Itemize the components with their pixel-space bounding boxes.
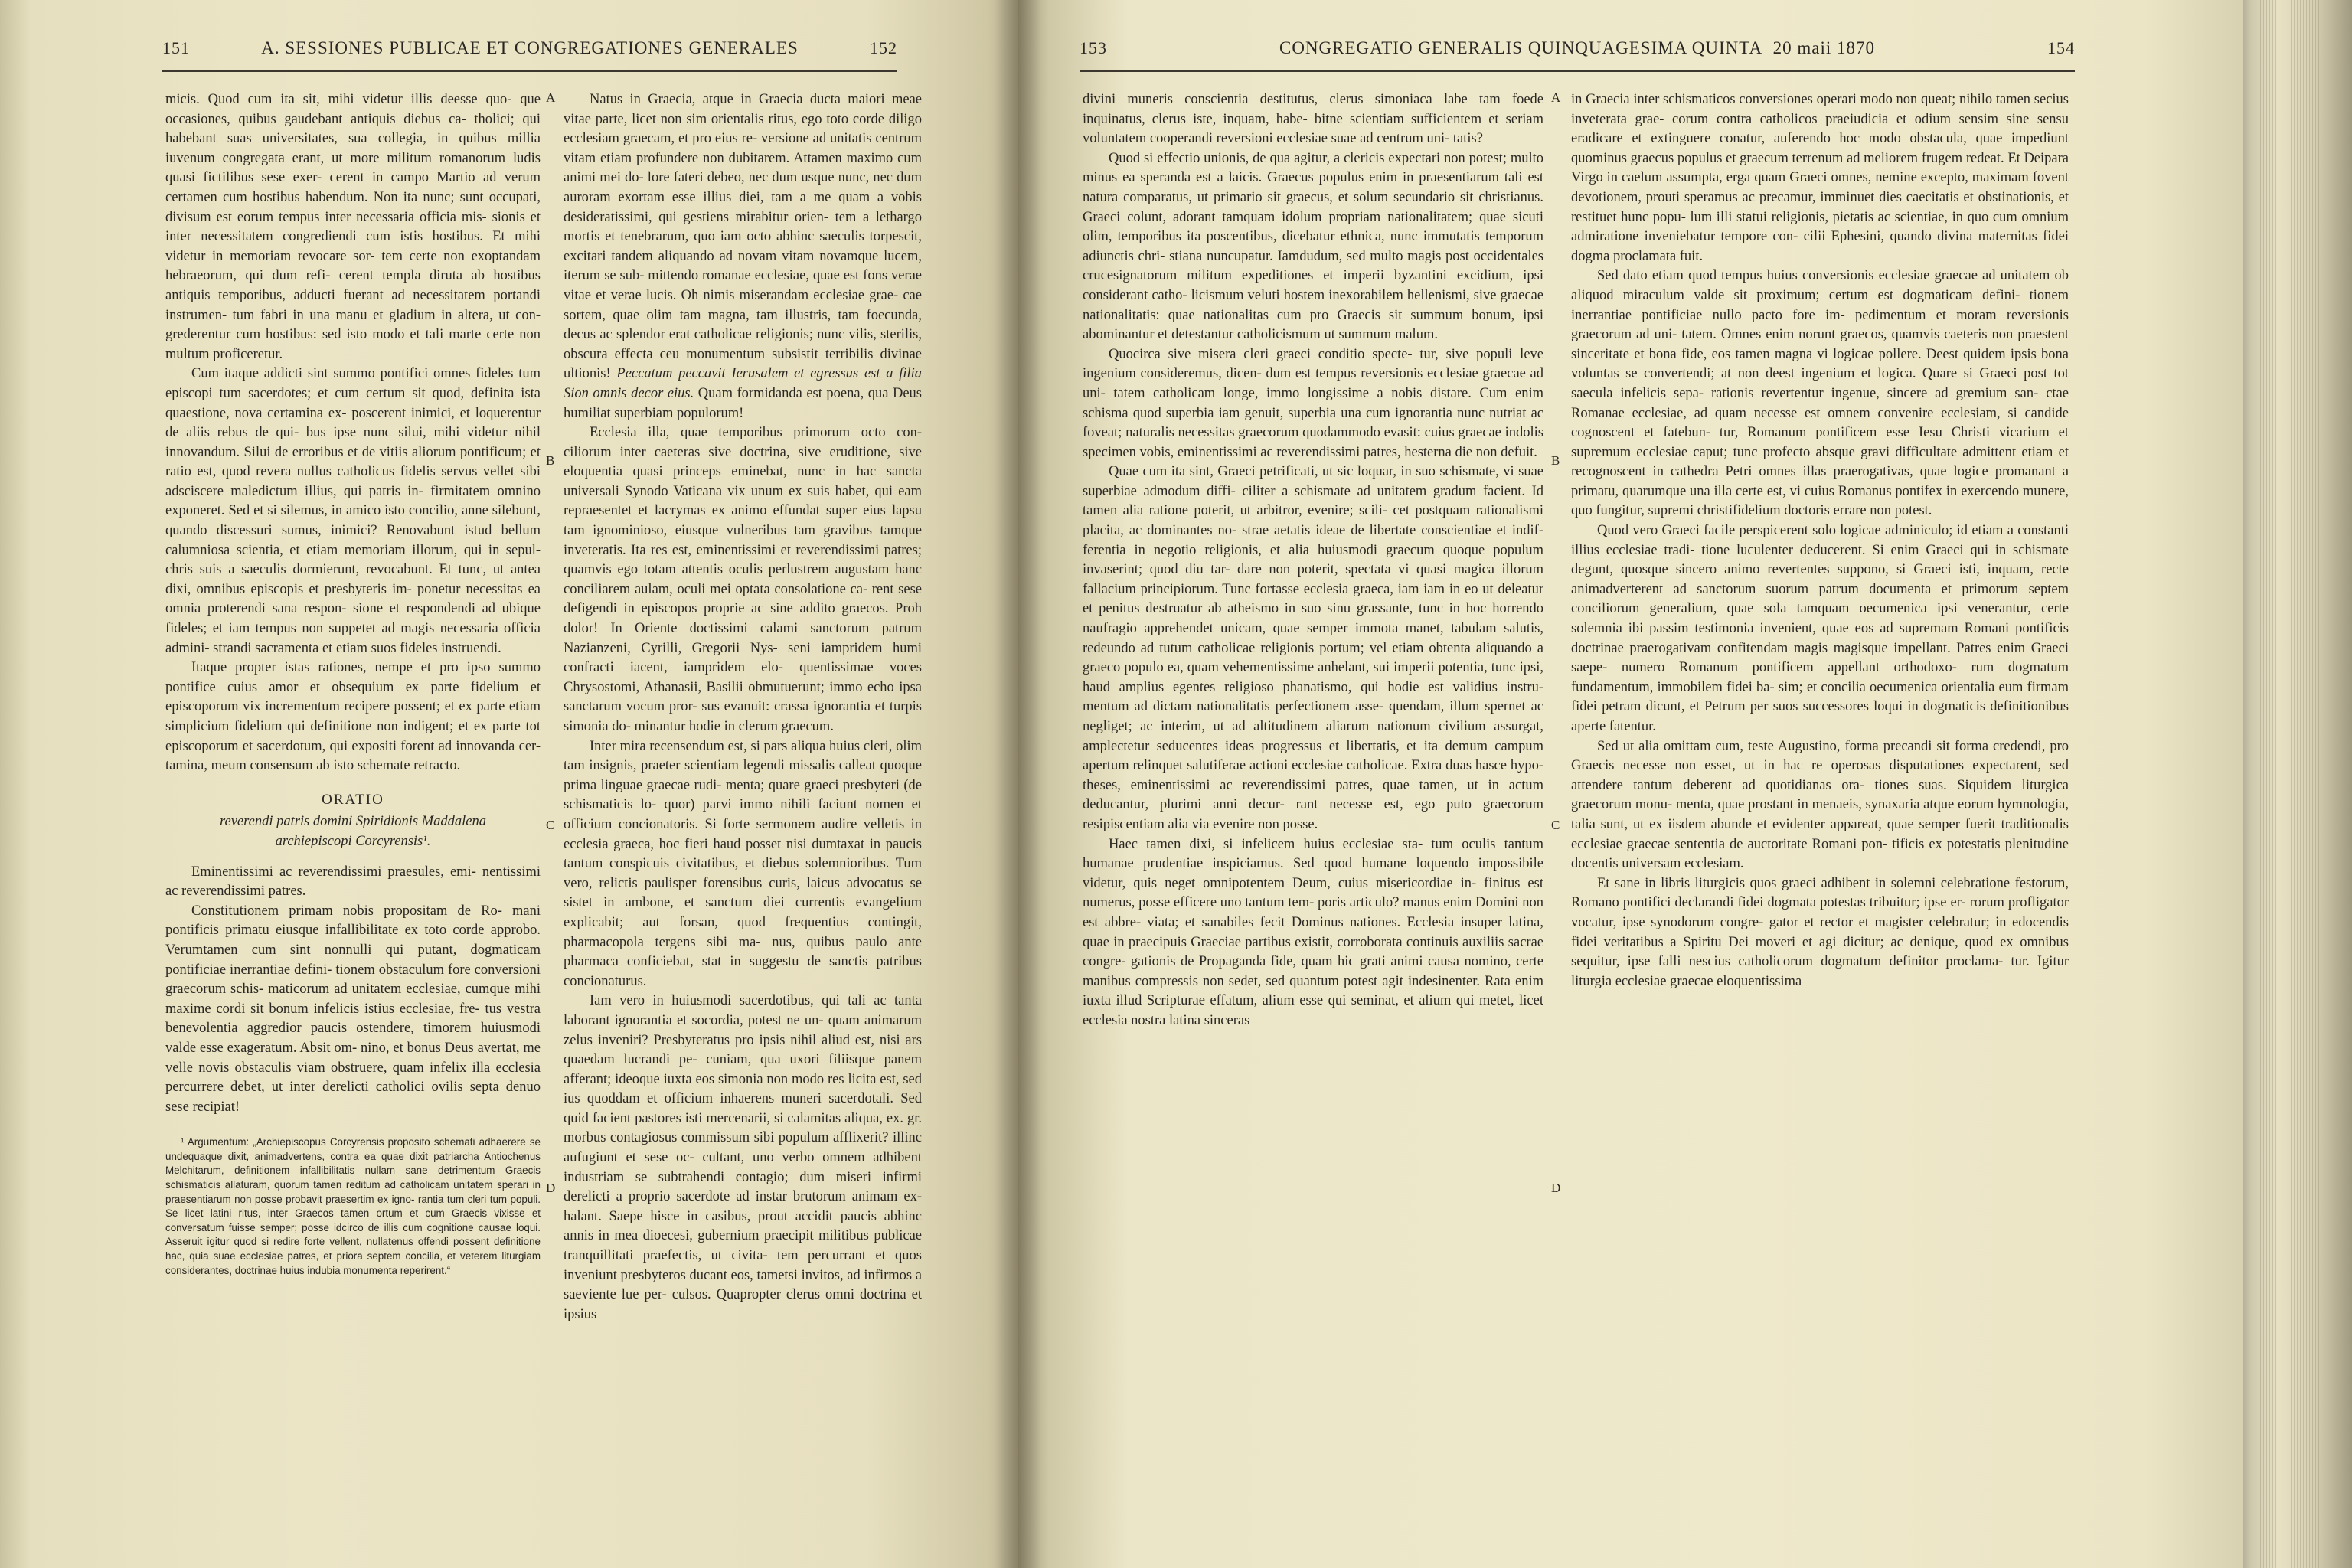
paragraph: [564, 90, 922, 423]
paragraph: Haec tamen dixi, si infelicem huius ecclesiae sta- tum oculis tantum humanae prudentiae inspiciamus. Sed quod humane loquendo impossibile videtur, quis neget omnipotentem Deum, cuius misericordiae in- finitus est numerus, posse efficere uno tantum tem- poris articulo? manus enim Domini non est abbre- viata; et sanabiles fecit Dominus nationes. Ecclesia insuper latina, quae in praecipuis Graeciae partibus existit, corroborata continuis auxiliis sacrae congre- gationis de Propaganda fide, quam hic grati animi causa nomino, certe manibus compressis non sedet, sed quantum potest agit indesinenter. Rata enim iuxta illud Scripturae effatum, alium esse qui seminat, et alium qui metet, licet ecclesia nostra latina sinceras: [1083, 836, 1544, 1028]
margin-marker-d: D: [546, 1181, 556, 1195]
paragraph: Quod si effectio unionis, de qua agitur, a clericis expectari non potest; multo minus ea speranda est a laicis. Graecus populus enim in praesentiarum tali est natura comparatus, ut primario sit graecus, et solum secundario sit christianus. Graeci colunt, adorant tamquam idolum propriam nationalitatem; quae sicuti olim, temporibus ita poscentibus, dicebatur ethnica, nunc immutatis temporum adiunctis chri- stiana nuncupatur. Iamdudum, sed multo magis post occidentales crucesignatorum militum expeditiones et imperii byzantini excidium, ipsi considerant catho- licismum veluti hostem inexorabilem hellenismi, sive graecae nationalitatis: quae nationalitas cum pro Graecis sit summum bonum, ipsi abominantur et detestantur catholicismum ut summum malum.: [1083, 150, 1544, 343]
oratio-author-title: archiepiscopi Corcyrensis¹.: [275, 833, 431, 849]
paragraph: micis. Quod cum ita sit, mihi videtur illis deesse quo- que occasiones, quibus gaudebant antiquis diebus ca- tholici; qui habebant suas universitates, sua collegia, in quibus millia iuvenum congregata erant, ut more militum romanorum ludis quasi fictilibus sese exer- cerent in campo Martio ad verum certamen cum hostibus habendum. Non ita nunc; sunt occupati, divisum est eorum tempus inter necessaria officia mis- sionis et inter necessitatem congrediendi cum istis hostibus. Et mihi videtur in memoriam revocare sor- tem certe non exoptandam hebraeorum, qui dum refi- cerent templa diruta ab hostibus antiquis temporibus, adducti fuerant ad necessitatem portandi instrumen- tum fabri in una manu et gladium in altera, ut con- grederentur cum hostibus: sed isto modo et tali marte certe non multum proficeretur.: [165, 92, 541, 362]
paragraph: Sed ut alia omittam cum, teste Augustino, forma precandi sit forma credendi, pro Graecis necesse non esset, ut in hac re operosas disputationes expectarent, sed attendere tantum deberent ad quotidianas ora- tiones suas. Siquidem liturgica graecorum monu- menta, quae prostant in menaeis, synaxaria atque eorum hymnologia, talia sunt, ut ex iisdem abunde et evidenter appareat, quae semper fuerit traditionalis ecclesiae graecae sententia de auctoritate Romani pon- tificis ex potestatis plenitudine docentis universam ecclesiam.: [1571, 738, 2069, 872]
left-page: [0, 0, 1018, 1568]
paragraph: Cum itaque addicti sint summo pontifici omnes fideles tum episcopi tum sacerdotes; et cum certum sit quod, definita ista quaestione, nova certamina ex- poscerent inimici, et loquerentur de aliis rebus de qui- bus ipse nunc silui, mihi videtur nihil innovandum. Silui de erroribus et de vitiis aliorum pontificum; et ratio est, quod revera nullus catholicus fidelis servus vellet sibi adsciscere maledictum illius, qui patris in- firmitatem omnino exponeret. Sed et si silemus, in amico isto concilio, anne silebunt, quando discessuri sumus, inimici? Renovabunt istud bellum calumniosa scientia, et etiam memoriam illorum, qui in sepul- chris suis a saeculis dormierunt, revocabunt. Et tunc, ut antea dixi, omnibus episcopis et presbyteris im- ponetur necessitas ea omnia proterendi sana respon- sione et respondendi ad ubique fideles; et iam tempus non suppetet ad magis necessaria officia admini- strandi sacramenta et etiam suos fideles instruendi.: [165, 366, 541, 656]
paragraph-text: Natus in Graecia, atque in Graecia ducta maiori meae vitae parte, licet non sim orientalis ritus, ego toto corde diligo ecclesiam graecam, et pro eius re- versione ad unitatis centrum vitam etiam profundere non dubitarem. Attamen maximo cum animi mei do- lore fateri debeo, nec dum usque nunc, nec dum auroram exortam esse illius diei, tam a me quam a vobis desideratissimi, qui gestiens mirabitur orien- tem a lethargo mortis et tenebrarum, quo iam octo abhinc saeculis torpescit, excitari tandem aliquando ad novam vitam novamque lucem, iterum se sub- mittendo romanae ecclesiae, quae est fons verae vitae et verae lucis. Oh nimis miserandam ecclesiae grae- cae sortem, quae olim tam magna, tam illustris, tam foecunda, decus ac splendor erat catholicae religionis; nunc vilis, sterilis, obscura effecta ceu monumentum subsistit terribilis divinae ultionis!: [564, 92, 922, 382]
paragraph: Eminentissimi ac reverendissimi praesules, emi- nentissimi ac reverendissimi patres.: [165, 864, 541, 900]
left-running-header: [162, 29, 897, 67]
paragraph: in Graecia inter schismaticos conversiones operari modo non queat; nihilo tamen secius inveterata grae- corum contra catholicos praeiudicia et odium sensim sine sensu eradicare et extinguere conatur, auferendo hoc modo obstacula, quae impediunt quominus graecus populus et graecum terrenum ad meliorem frugem redeat. Et Deipara Virgo in caelum assumpta, erga quam Graeci omnes, nemine excepto, maximam fovent devotionem, prouti speramus ac precamur, imminuet dies caecitatis et obstinationis, et restituet hunc popu- lum illi statui religionis, pietatis ac scientiae, in quo cum omnium admiratione inveniebatur tempore con- cilii Ephesini, quando divina maternitas fidei dogma proclamata fuit.: [1571, 92, 2069, 264]
right-column-1: [1083, 90, 1544, 1031]
paragraph: Iam vero in huiusmodi sacerdotibus, qui tali ac tanta laborant ignorantia et socordia, potest ne un- quam animarum zelus inveniri? Presbyteratus pro ipsis nihil aliud est, nisi ars quaedam lucrandi pe- cuniam, qua uxori filiisque panem afferant; ideoque iuxta eos simonia non modo res licita est, sed ius quoddam et officium inhaerens muneri sacerdotali. Sed quid facient pastores isti mercenarii, si calamitas aliqua, ex. gr. morbus contagiosus commissum sibi populum afflixerit? illinc aufugiunt et sese oc- cultant, uno verbo omnem adhibent industriam se subtrahendi contagio; dum miseri infirmi derelicti a proprio sacerdote ad instar brutorum animam ex- halant. Saepe hisce in casibus, prout accidit paucis abhinc annis in mea dioecesi, gubernium praecipit militibus publicae tranquillitati praefectis, ut civita- tem percurrant et quos inveniunt presbyteros ducant eos, tametsi invitos, ad infirmos a saeviente lue per- culsos. Quapropter clerus omni doctrina et ipsius: [564, 993, 922, 1322]
footnote-text: ¹ Argumentum: „Archiepiscopus Corcyrensis proposito schemati adhaerere se undequaque dixit, animadvertens, contra ea quae dixit patriarcha Antiochenus Melchitarum, definitionem infallibilitatis nullam sane detrimentum Graecis schismaticis allaturam, quorum tamen reditum ad catholicam unitatem sperari in praesentiarum non posse probavit praesertim ex igno- rantia tum cleri tum populi. Se licet latini ritus, inter Graecos tamen ortum et cum Graecis vixisse et conversatum fuisse semper; posse idcirco de illis cum cognitione causae loqui. Asseruit igitur quod si redire forte vellent, nullatenus offendi possent definitione hac, quia suae ecclesiae patres, et priora septem concilia, et veterem liturgiam considerantes, doctrinae huius indubia monumenta reperirent.“: [165, 1136, 541, 1276]
running-head-title: CONGREGATIO GENERALIS QUINQUAGESIMA QUINTA: [1279, 38, 1763, 57]
running-head-date: 20 maii 1870: [1772, 38, 1875, 57]
paragraph-text: Quam formidanda est poena, qua Deus humiliat superbiam populorum!: [564, 385, 922, 421]
right-running-header: [1080, 29, 2075, 67]
right-column-2: [1571, 90, 2069, 991]
scripture-quote: Peccatum peccavit Ierusalem et egressus est a filia Sion omnis decor eius.: [564, 366, 923, 401]
margin-marker-c: C: [546, 818, 555, 832]
left-column-2: [564, 90, 922, 1325]
right-page: [1018, 0, 2243, 1568]
oratio-heading: ORATIO: [322, 791, 384, 808]
footnote: [165, 1135, 541, 1278]
page-number-154: 154: [2047, 38, 2075, 57]
margin-marker-d: D: [1551, 1181, 1561, 1195]
page-number-151: 151: [162, 38, 190, 57]
paragraph: Constitutionem primam nobis propositam de Ro- mani pontificis primatu eiusque infallibilitate ex toto corde approbo. Verumtamen cum sint nonnulli qui putant, dogmaticam pontificiae inerrantiae defini- tionem obstaculum fore conversioni graecorum schis- maticorum ad unitatem ecclesiae, cumque mihi maxime cordi sit bonum infelicis istius ecclesiae, fre- tus vestra benevolentia aggredior paucis ostendere, timorem huiusmodi valde esse exageratum. Absit om- nino, et bonus Deus avertat, me velle novis obstaculis viam obstruere, quam infelix illa ecclesia percurrere debet, ut inter derelicti catholici ovilis septa denuo sese recipiat!: [165, 903, 541, 1115]
header-rule: [1080, 70, 2075, 72]
book-gutter: [995, 0, 1041, 1568]
paragraph: Quod vero Graeci facile perspicerent solo logicae adminiculo; id etiam a constanti illius ecclesiae tradi- tione luculenter deducerent. Si enim Graeci qui in schismate degunt, quosque sincero animo revertentes suppono, si Graeci isti, inquam, recte animadverterent ad sanctorum suorum patrum documenta et primorum septem conciliorum generalium, quae sola tamquam oecumenica ipsi venerantur, certe solemnia ibi passim testimonia invenient, quae eos ad supremam Romani pontificis doctrinae praerogativam confitendam magis magisque impellant. Patres enim Graeci saepe- numero Romanum pontificem appellant orthodoxo- rum dogmatum fundamentum, immobilem fidei ba- sim; et concilia oecumenica orientalia eum firmam fidei petram dicunt, et Petrum per suos successores loqui in dogmaticis definitionibus aperte fatentur.: [1571, 523, 2069, 734]
paragraph: Et sane in libris liturgicis quos graeci adhibent in solemni celebratione festorum, Romano pontifici declarandi fidei dogmata potestas tribuitur; ipse er- rorum profligator vocatur, ipse synodorum congre- gator et rector et magister celebratur; in edocendis fidei veritatibus a Spiritu Dei moveri et agi dicitur; ac denique, quod ex omnibus sequitur, ipse falli nescius catholicorum dogmatum definitor proclama- tur. Igitur liturgia ecclesiae graecae eloquentissima: [1571, 875, 2069, 989]
margin-marker-c: C: [1551, 818, 1560, 832]
paragraph: Sed dato etiam quod tempus huius conversionis ecclesiae graecae ad unitatem ob aliquod miraculum valde sit proximum; certum est dogmaticam defini- tionem inerrantiae pontificiae nullo pacto fore im- pedimentum et moram reversionis graecorum ad uni- tatem. Omnes enim norunt graecos, quamvis caeteris non praestent sinceritate et bona fide, eos tamen magna vi logicae pollere. Deest quidem ipsis bona voluntas se convertendi; at non deest ingenium et logica. Quare si Graeci post tot saecula infelicis sepa- rationis revertentur ingenue, sincere ad gremium san- ctae Romanae ecclesiae, ad quam necesse est omnem convenire ecclesiam, si candide cognoscent et fatebun- tur, Romanum pontificem esse Iesu Christi vicarium et supremum ecclesiae caput; tunc profecto absque gravi difficultate admittent etiam et recognoscent in cathedra Petri omnes illas praerogativas, quae logice promanant a primatu, quarumque una illa certe est, vi cuius Romanus pontifex in exercendo munere, quo fungitur, supremi christifidelium doctoris errare non potest.: [1571, 268, 2069, 519]
page-number-153: 153: [1080, 38, 1107, 57]
margin-marker-a: A: [1551, 90, 1561, 105]
left-column-1: [165, 90, 541, 1278]
paragraph: divini muneris conscientia destitutus, clerus simoniaca labe tam foede inquinatus, clerus iste, inquam, habe- bitne scientiam sufficientem et seriam voluntatem cooperandi reversioni ecclesiae suae ad centrum uni- tatis?: [1083, 92, 1544, 147]
margin-marker-a: A: [546, 90, 556, 105]
margin-marker-b: B: [546, 453, 555, 468]
paragraph: Quocirca sive misera cleri graeci conditio specte- tur, sive populi leve ingenium consideremus, dicen- dum est tempus reversionis ecclesiae graecae ad uni- tatem catholicam longe, immo longissime a nobis distare. Cum enim schisma quod superbia iam genuit, superbia una cum ignorantia nunc nutriat ac foveat; naturalis necessitas graecorum quodammodo evasit: cuius graecae indolis specimen vobis, eminentissimi ac reverendissimi patres, hesterna die non defuit.: [1083, 346, 1544, 460]
paragraph: Itaque propter istas rationes, nempe et pro ipso summo pontifice cuius amor et obsequium ex parte fidelium et episcoporum vix incrementum recipere possent; et ex parte etiam simplicium fidelium qui definitione non indigent; et ex parte tot episcoporum et sacerdotum, qui expositi forent ad innovanda cer- tamina, meum consensum ab isto schemate retracto.: [165, 660, 541, 774]
page-edges: [2230, 0, 2352, 1568]
running-head-right: [1279, 38, 1875, 58]
margin-marker-b: B: [1551, 453, 1560, 468]
page-number-152: 152: [869, 38, 897, 57]
paragraph: Ecclesia illa, quae temporibus primorum octo con- ciliorum inter caeteras sive doctrina, sive eruditione, sive eloquentia quasi princeps eminebat, nunc in hac sancta universali Synodo Vaticana vix unum ex suis habet, qui eam repraesentet et lacrymas ex animo effundat super eius lapsu tam ignominioso, eiusque vulneribus tam gravibus tamque inveteratis. Ita res est, eminentissimi et reverendissimi patres; quamvis ego totam attentis oculis perlustrem augustam hanc conciliarem aulam, oculi mei optata consolatione ca- rent sese defigendi in episcopos proprie ac sine addito graecos. Proh dolor! In Oriente doctissimi calami sanctorum patrum Nazianzeni, Cyrilli, Gregorii Nys- seni iampridem humi confracti iacent, iampridem elo- quentissimae voces Chrysostomi, Athanasii, Basilii obmutuerunt; immo echo ipsa sanctarum vocum pror- sus evanuit: crassa ignorantia et turpis simonia do- minantur hodie in clerum graecum.: [564, 425, 922, 734]
paragraph: Inter mira recensendum est, si pars aliqua huius cleri, olim tam insignis, praeter scientiam legendi missalis calleat quoque prima linguae graecae rudi- menta; quare graeci presbyteri (de schismaticis lo- quor) parvi immo nihili faciunt nomen et officium concionatoris. Si forte sermonem audire velletis in ecclesia graeca, hoc fieri haud posset nisi dumtaxat in paucis tantum conspicuis civitatibus, et diebus solemnioribus. Tum vero, relictis paulisper forensibus curis, laicus advocatus se sistet in ambone, et sanctum diei currentis evangelium explicabit; aut forsan, quod frequentius contingit, pharmacopola tergens sibi ma- nus, quibus paulo ante pharmaca conficiebat, stat in suggestu de sanctis patribus concionaturus.: [564, 738, 922, 989]
oratio-author: reverendi patris domini Spiridionis Maddalena: [219, 814, 487, 830]
header-rule: [162, 70, 897, 72]
paragraph: Quae cum ita sint, Graeci petrificati, ut sic loquar, in suo schismate, vi suae superbiae admodum diffi- ciliter a schismate ad unitatem gradum facient. Id tamen alia ratione poterit, ut arbitror, evenire; scili- cet postquam rationalismi placita, ac dominantes no- strae aetatis ideae de libertate conscientiae et indif- ferentia in negotio religionis, et alia huiusmodi graecum quoque populum invaserint; quod diu tar- dare non poterit, spectata vi quasi magica illorum fallacium principiorum. Tunc fortasse ecclesia graeca, iam iam in eo ut deleatur et penitus destruatur ab atheismo in suo sinu grassante, tunc in hoc horrendo naufragio apprehendet unicam, quae semper immota manet, tabulam salutis, redeundo ad tutum catholicae religionis portum; vel etiam obtenta aliquando a graeco populo ea, quam vehementissime anhelant, sui imperii potentia, tunc ipsi, haud amplius egentes religioso phanatismo, qui hodie est validius instru- mentum ad dictam nationalitatis perfectionem asse- quendam, illum spernet ac negliget; ac interim, ut ad altitudinem aliarum nationum civilium assurgat, amplectetur seducentes ideas progressus et libertatis, et ita demum campum apertum relinquet salutiferae actioni ecclesiae catholicae. Extra duas hasce hypo- theses, eminentissimi ac reverendissimi patres, quae tamen, ut in actum deducantur, plurimi anni decur- rant necesse est, ego puto graecorum resipiscentiam alia via evenire non posse.: [1083, 464, 1544, 832]
running-head-left: A. SESSIONES PUBLICAE ET CONGREGATIONES GENERALES: [261, 38, 799, 57]
